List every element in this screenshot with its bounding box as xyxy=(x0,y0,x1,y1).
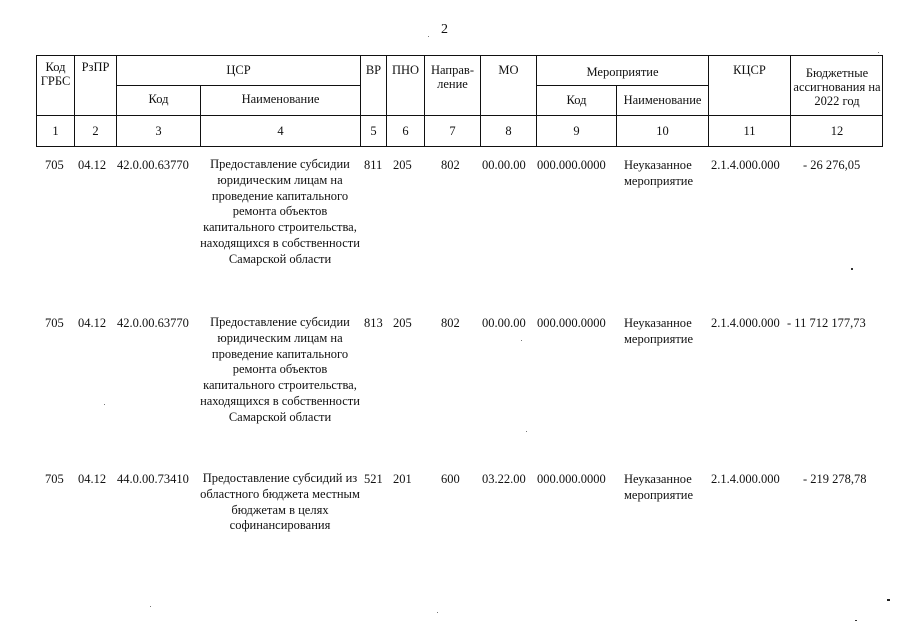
table-header xyxy=(36,55,883,147)
header-mo: МО xyxy=(498,63,519,77)
header-rzpr: РзПР xyxy=(81,60,110,74)
page-number: 2 xyxy=(441,22,448,37)
cell-mo: 00.00.00 xyxy=(482,316,526,330)
header-napravlenie: Направ-ление xyxy=(431,63,474,91)
column-number: 11 xyxy=(743,124,756,138)
cell-rzpr: 04.12 xyxy=(78,158,107,172)
cell-pno: 205 xyxy=(393,158,412,172)
column-number: 2 xyxy=(92,124,99,138)
cell-grbs: 705 xyxy=(45,316,64,330)
column-number: 4 xyxy=(277,124,284,138)
cell-name: Предоставление субсидии юридическим лицам на проведение капитального ремонта объектов капитального строительства, находящихся в собственности Самарской области xyxy=(200,315,360,424)
header-vr: ВР xyxy=(365,63,382,77)
header-csr-name: Наименование xyxy=(241,92,320,106)
column-number: 9 xyxy=(573,124,580,138)
column-number: 3 xyxy=(155,124,162,138)
cell-amount: - 26 276,05 xyxy=(803,158,861,172)
scan-speck xyxy=(855,620,857,621)
cell-kcsr: 2.1.4.000.000 xyxy=(711,472,780,486)
cell-napr: 802 xyxy=(441,316,460,330)
scan-speck xyxy=(887,599,890,601)
column-number: 5 xyxy=(370,124,377,138)
column-number: 1 xyxy=(52,124,59,138)
cell-mo: 03.22.00 xyxy=(482,472,526,486)
cell-mer-kod: 000.000.0000 xyxy=(537,316,606,330)
column-number: 12 xyxy=(830,124,844,138)
scan-speck xyxy=(878,52,879,53)
cell-mer-kod: 000.000.0000 xyxy=(537,472,606,486)
cell-mer-name: Неуказанное мероприятие xyxy=(624,472,694,502)
cell-pno: 205 xyxy=(393,316,412,330)
cell-name: Предоставление субсидии юридическим лицам на проведение капитального ремонта объектов капитального строительства, находящихся в собственности Самарской области xyxy=(200,157,360,266)
cell-csr: 44.0.00.73410 xyxy=(117,472,189,486)
header-meropriyatie: Мероприятие xyxy=(586,65,659,79)
header-mer-name: Наименование xyxy=(623,93,702,107)
cell-amount: - 11 712 177,73 xyxy=(787,316,866,330)
cell-vr: 813 xyxy=(364,316,383,330)
scan-speck xyxy=(526,431,527,432)
cell-mer-kod: 000.000.0000 xyxy=(537,158,606,172)
column-number: 6 xyxy=(402,124,409,138)
cell-kcsr: 2.1.4.000.000 xyxy=(711,158,780,172)
cell-vr: 521 xyxy=(364,472,383,486)
cell-mer-name: Неуказанное мероприятие xyxy=(624,316,694,346)
scan-speck xyxy=(428,36,429,37)
cell-rzpr: 04.12 xyxy=(78,472,107,486)
cell-name: Предоставление субсидий из областного бюджета местным бюджетам в целях софинансирования xyxy=(200,471,360,533)
scan-speck xyxy=(150,606,151,607)
header-budget: Бюджетные ассигнования на 2022 год xyxy=(793,66,881,108)
column-number: 10 xyxy=(656,124,669,138)
cell-grbs: 705 xyxy=(45,158,64,172)
cell-pno: 201 xyxy=(393,472,412,486)
cell-csr: 42.0.00.63770 xyxy=(117,158,189,172)
header-pno: ПНО xyxy=(391,63,420,77)
scan-speck xyxy=(437,612,438,613)
header-csr: ЦСР xyxy=(226,63,251,77)
cell-napr: 802 xyxy=(441,158,460,172)
scan-speck xyxy=(851,268,853,270)
header-kod-grbs: Код ГРБС xyxy=(40,60,71,88)
cell-napr: 600 xyxy=(441,472,460,486)
cell-mer-name: Неуказанное мероприятие xyxy=(624,158,694,188)
column-number: 7 xyxy=(449,124,456,138)
cell-grbs: 705 xyxy=(45,472,64,486)
scan-speck xyxy=(104,404,105,405)
cell-csr: 42.0.00.63770 xyxy=(117,316,189,330)
cell-rzpr: 04.12 xyxy=(78,316,107,330)
column-number: 8 xyxy=(505,124,512,138)
header-csr-kod: Код xyxy=(148,92,169,106)
cell-amount: - 219 278,78 xyxy=(803,472,867,486)
scan-speck xyxy=(521,340,522,341)
header-kcsr: КЦСР xyxy=(733,63,766,77)
header-mer-kod: Код xyxy=(566,93,587,107)
cell-mo: 00.00.00 xyxy=(482,158,526,172)
cell-vr: 811 xyxy=(364,158,383,172)
cell-kcsr: 2.1.4.000.000 xyxy=(711,316,780,330)
